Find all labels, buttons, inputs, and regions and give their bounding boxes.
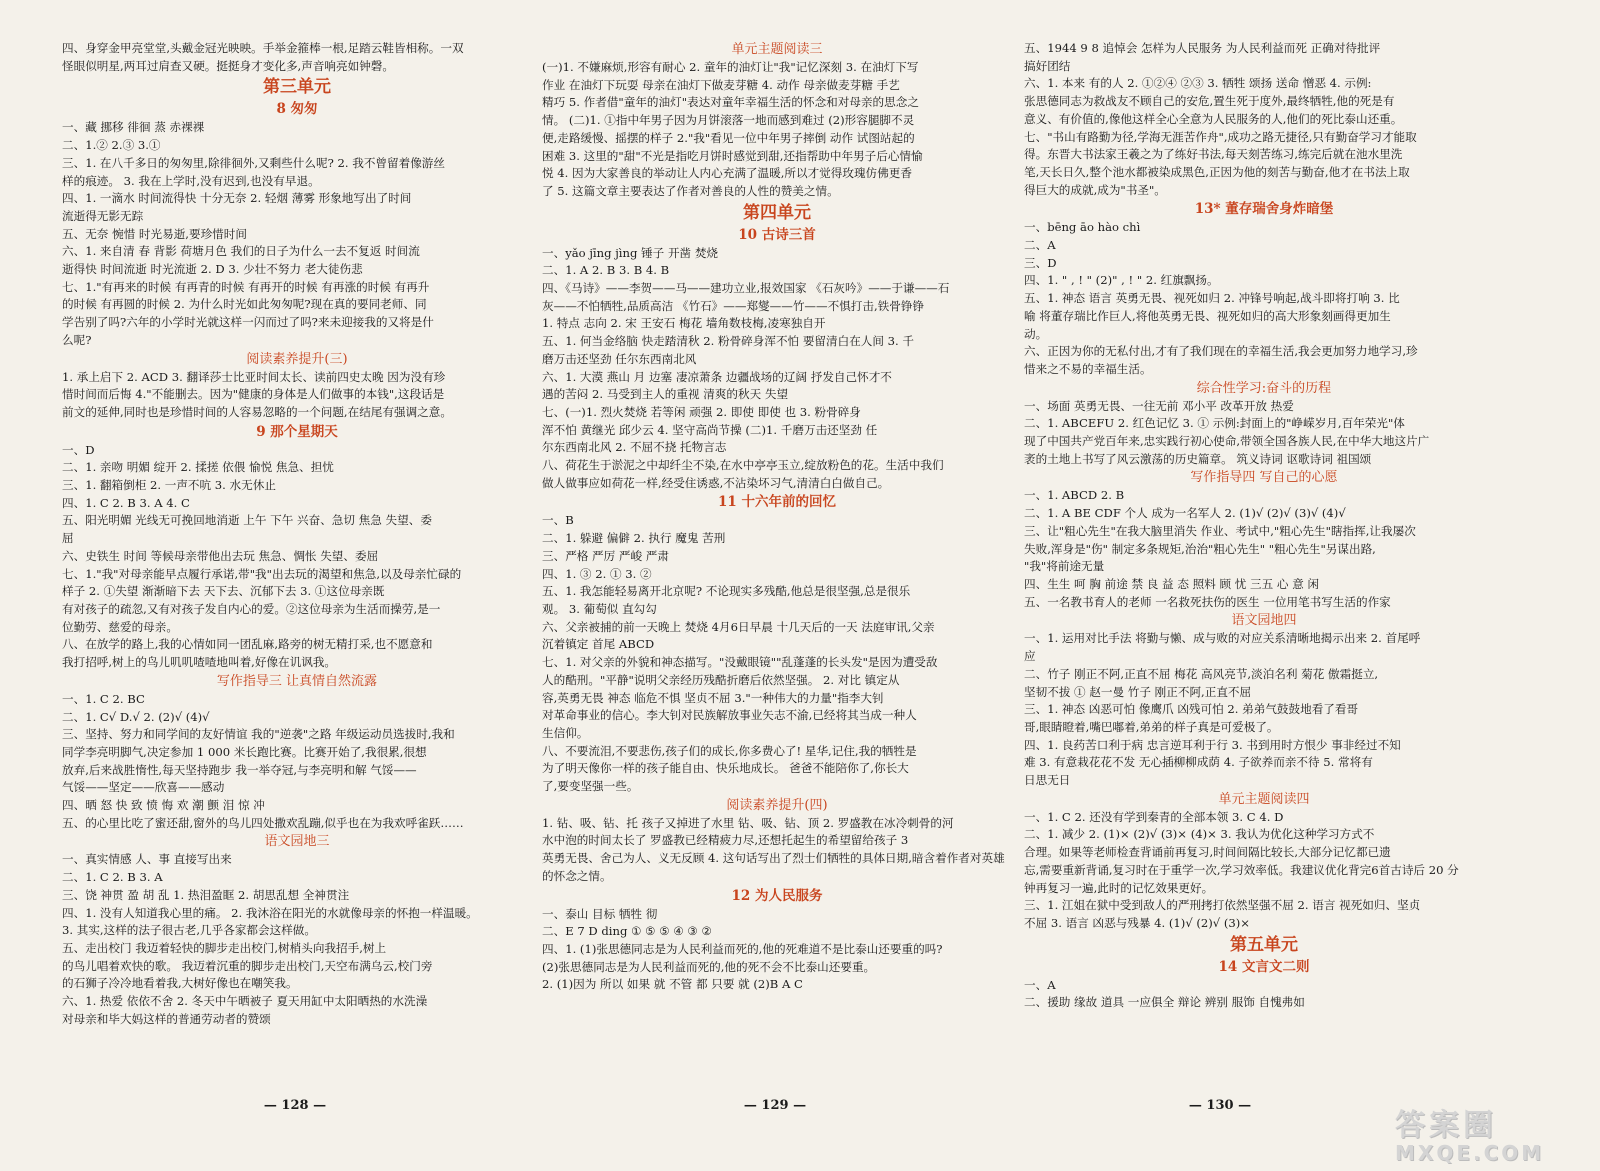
answer-line: 浑不怕 黄继光 邱少云 4. 坚守高尚节操 (二)1. 千磨万击还坚劲 任 xyxy=(542,422,878,437)
unit-heading: 第三单元 xyxy=(263,77,331,98)
answer-line: 动。 xyxy=(1024,326,1048,341)
answer-line: 坚韧不拔 ① 赵一曼 竹子 刚正不阿,正直不屈 xyxy=(1024,684,1252,699)
answer-line: 灰——不怕牺牲,品质高洁 《竹石》——郑燮——竹——不惧打击,铁骨铮铮 xyxy=(542,298,925,313)
answer-line: 气馁——坚定——欣喜——感动 xyxy=(62,780,225,795)
answer-line: 四、1. 一滴水 时间流得快 十分无奈 2. 轻烟 薄雾 形象地写出了时间 xyxy=(62,191,412,206)
section-heading: 单元主题阅读四 xyxy=(1218,791,1310,807)
answer-line: 二、1. 减少 2. (1)× (2)√ (3)× (4)× 3. 我认为优化这种学习方式不 xyxy=(1024,827,1375,842)
answer-line: 样子 2. ①失望 渐渐暗下去 天下去、沉郁下去 3. ①这位母亲既 xyxy=(62,584,385,599)
answer-line: 二、1. C√ D.√ 2. (2)√ (4)√ xyxy=(62,709,210,724)
answer-line: 五、1. 神态 语言 英勇无畏、视死如归 2. 冲锋号响起,战斗即将打响 3. 比 xyxy=(1024,291,1400,306)
answer-line: 我打招呼,树上的鸟儿叽叽喳喳地叫着,好像在讥讽我。 xyxy=(62,655,337,670)
answer-line: 1. 特点 志向 2. 宋 王安石 梅花 墙角数枝梅,凌寒独自开 xyxy=(542,316,826,331)
page-128-column xyxy=(62,40,532,1110)
answer-line: 二、竹子 刚正不阿,正直不屈 梅花 高风亮节,淡泊名利 菊花 傲霜挺立, xyxy=(1024,666,1379,681)
answer-line: 笔,天长日久,整个池水都被染成黑色,正因为他的刻苦与勤奋,他才在书法上取 xyxy=(1024,164,1410,179)
page-129-column xyxy=(542,40,1012,1110)
answer-line: 六、1. 热爱 依依不舍 2. 冬天中午晒被子 夏天用缸中太阳晒热的水洗澡 xyxy=(62,994,428,1009)
answer-line: 五、阳光明媚 光线无可挽回地消逝 上午 下午 兴奋、急切 焦急 失望、委 xyxy=(62,513,432,528)
answer-line: 难 3. 有意栽花花不发 无心插柳柳成荫 4. 子欲养而亲不待 5. 常将有 xyxy=(1024,755,1373,770)
section-heading: 写作指导四 写自己的心愿 xyxy=(1190,470,1338,486)
answer-line: 二、1. C 2. B 3. A xyxy=(62,870,163,885)
answer-line: 得巨大的成就,成为"书圣"。 xyxy=(1024,182,1166,197)
answer-line: 四、生生 呵 胸 前途 禁 良 益 态 照料 顾 忧 三五 心 意 闲 xyxy=(1024,576,1320,591)
answer-line: 三、1. 江姐在狱中受到敌人的严刑拷打依然坚强不屈 2. 语言 视死如归、坚贞 xyxy=(1024,898,1421,913)
answer-line: 合理。如果等老师检查背诵前再复习,时间间隔比较长,大部分记忆都已遗 xyxy=(1024,845,1391,860)
answer-line: 四、1. (1)张思德同志是为人民利益而死的,他的死难道不是比泰山还要重的吗? xyxy=(542,941,943,956)
answer-line: 3. 其实,这样的法子很古老,几乎各家都会这样做。 xyxy=(62,923,316,938)
answer-line: 六、1. 本来 有的人 2. ①②④ ②③ 3. 牺牲 颂扬 送命 憎恶 4. 示例: xyxy=(1024,76,1372,91)
answer-line: 四、《马诗》——李贺——马——建功立业,报效国家 《石灰吟》——于谦——石 xyxy=(542,281,950,296)
watermark-main-text: 答案圈 xyxy=(1395,1108,1497,1143)
answer-line: 一、bēng āo hào chì xyxy=(1024,220,1141,235)
answer-line: 一、1. C 2. BC xyxy=(62,691,145,706)
answer-line: 做人做事应如荷花一样,经受住诱惑,不沾染坏习气,清清白白做自己。 xyxy=(542,475,890,490)
answer-line: 三、坚持、努力和同学间的友好情谊 我的"逆袭"之路 年级运动员选拔时,我和 xyxy=(62,727,455,742)
answer-line: 2. (1)因为 所以 如果 就 不管 都 只要 就 (2)B A C xyxy=(542,977,803,992)
answer-line: 四、1. " , ! " (2)" , ! " 2. 红旗飘扬。 xyxy=(1024,273,1219,288)
answer-line: 对革命事业的信心。李大钊对民族解放事业矢志不渝,已经将其当成一种人 xyxy=(542,708,917,723)
lesson-heading: 12 为人民服务 xyxy=(731,887,823,904)
answer-line: 一、1. C 2. 还没有学到秦青的全部本领 3. C 4. D xyxy=(1024,809,1284,824)
answer-line: 位勤劳、慈爱的母亲。 xyxy=(62,619,178,634)
answer-line: 六、正因为你的无私付出,才有了我们现在的幸福生活,我会更加努力地学习,珍 xyxy=(1024,344,1418,359)
answer-line: 三、严格 严厉 严峻 严肃 xyxy=(542,548,669,563)
answer-line: 袤的土地上书写了风云激荡的历史篇章。 筑义诗词 讴歌诗词 祖国颂 xyxy=(1024,451,1372,466)
page-number-128: — 128 — xyxy=(263,1098,327,1113)
answer-line: 八、在放学的路上,我的心情如同一团乱麻,路旁的树无精打采,也不愿意和 xyxy=(62,637,433,652)
answer-line: 六、父亲被捕的前一天晚上 焚烧 4月6日早晨 十几天后的一天 法庭审讯,父亲 xyxy=(542,619,935,634)
answer-line: 五、1944 9 8 追悼会 怎样为人民服务 为人民利益而死 正确对待批评 xyxy=(1024,41,1381,55)
answer-line: 七、1."我"对母亲能早点履行承诺,带"我"出去玩的渴望和焦急,以及母亲忙碌的 xyxy=(62,566,462,581)
answer-line: 困难 3. 这里的"甜"不光是指吃月饼时感觉到甜,还指帮助中年男子后心情愉 xyxy=(542,148,923,163)
lesson-heading: 10 古诗三首 xyxy=(738,226,816,243)
answer-line: 二、E 7 D ding ① ⑤ ⑤ ④ ③ ② xyxy=(542,924,712,939)
answer-line: 观。 3. 葡萄似 直勾勾 xyxy=(542,601,657,616)
watermark-url-text: MXQE.COM xyxy=(1395,1141,1545,1165)
answer-line: 四、1. ③ 2. ① 3. ② xyxy=(542,566,652,581)
answer-line: 二、1. 躲避 偏僻 2. 执行 魔鬼 苦刑 xyxy=(542,531,726,546)
answer-line: 四、1. 没有人知道我心里的痛。 2. 我沐浴在阳光的水就像母亲的怀抱一样温暖。 xyxy=(62,905,478,920)
unit-heading: 第四单元 xyxy=(743,202,811,223)
answer-line: 钟再复习一遍,此时的记忆效果更好。 xyxy=(1024,880,1214,895)
answer-line: 五、的心里比吃了蜜还甜,窗外的鸟儿四处撒欢乱蹦,似乎也在为我欢呼雀跃…… xyxy=(62,815,464,830)
answer-line: 精巧 5. 作者借"童年的油灯"表达对童年幸福生活的怀念和对母亲的思念之 xyxy=(542,95,919,110)
answer-line: 一、1. 运用对比手法 将勤与懒、成与败的对应关系清晰地揭示出来 2. 首尾呼 xyxy=(1024,631,1421,646)
answer-line: 二、援助 缘故 道具 一应俱全 辩论 辨别 服饰 自愧弗如 xyxy=(1024,995,1305,1010)
answer-line: 二、A xyxy=(1024,238,1056,253)
answer-line: 七、"书山有路勤为径,学海无涯苦作舟",成功之路无捷径,只有勤奋学习才能取 xyxy=(1024,129,1417,144)
answer-line: 一、D xyxy=(62,442,95,457)
page-130-column xyxy=(1024,40,1504,1110)
lesson-heading: 9 那个星期天 xyxy=(256,423,338,440)
answer-line: "我"将前途无量 xyxy=(1024,559,1105,574)
answer-line: 二、1. ABCEFU 2. 红色记忆 3. ① 示例:封面上的"峥嵘岁月,百年荣光"体 xyxy=(1024,416,1405,431)
answer-line: 三、1. 神态 凶恶可怕 像鹰爪 凶残可怕 2. 弟弟气鼓鼓地看了看哥 xyxy=(1024,702,1359,717)
answer-line: 惜时间而后悔 4."不能删去。因为"健康的身体是人们做事的本钱",这段话是 xyxy=(62,387,445,402)
answer-line: (2)张思德同志是为人民利益而死的,他的死不会不比泰山还要重。 xyxy=(542,959,876,974)
section-heading: 阅读素养提升(三) xyxy=(246,351,348,367)
answer-line: 七、(一)1. 烈火焚烧 若等闲 顽强 2. 即使 即使 也 3. 粉骨碎身 xyxy=(542,404,861,419)
answer-line: 同学李亮明脚气,决定参加 1 000 米长跑比赛。比赛开始了,我很累,很想 xyxy=(62,744,427,759)
answer-line: 七、1. 对父亲的外貌和神态描写。"没戴眼镜""乱蓬蓬的长头发"是因为遭受敌 xyxy=(542,655,938,670)
answer-line: 张思德同志为救战友不顾自己的安危,置生死于度外,最终牺牲,他的死是有 xyxy=(1024,94,1395,109)
answer-line: 六、1. 来自清 春 背影 荷塘月色 我们的日子为什么一去不复返 时间流 xyxy=(62,244,420,259)
answer-line: 了,要变坚强一些。 xyxy=(542,779,639,794)
answer-line: 忘,需要重新背诵,复习时在于重学一次,学习效率低。我建议优化背完6首古诗后 20 分 xyxy=(1024,862,1459,877)
answer-line: 对母亲和毕大妈这样的普通劳动者的赞颂 xyxy=(62,1011,271,1026)
answer-line: 失败,浑身是"伤" 制定多条规矩,治治"粗心先生" "粗心先生"另谋出路, xyxy=(1024,541,1376,556)
answer-line: 为了明天像你一样的孩子能自由、快乐地成长。 爸爸不能陪你了,你长大 xyxy=(542,761,909,776)
answer-line: 水中泡的时间太长了 罗盛教已经精疲力尽,还想托起生的希望留给孩子 3 xyxy=(542,833,909,848)
section-heading: 写作指导三 让真情自然流露 xyxy=(216,673,378,689)
answer-line: 五、1. 我怎能轻易离开北京呢? 不论现实多残酷,他总是很坚强,总是很乐 xyxy=(542,584,911,599)
answer-line: 英勇无畏、舍己为人、义无反顾 4. 这句话写出了烈士们牺牲的具体日期,暗含着作者对英雄 xyxy=(542,851,1005,866)
answer-line: 情。 (二)1. ①指中年男子因为月饼滚落一地而感到难过 (2)形容腿脚不灵 xyxy=(542,113,915,128)
answer-line: 七、1."有再来的时候 有再青的时候 有再开的时候 有再涨的时候 有再升 xyxy=(62,279,430,294)
answer-line: 生信仰。 xyxy=(542,725,589,740)
answer-line: 六、1. 大漠 燕山 月 边塞 凄凉萧条 边疆战场的辽阔 抒发自己怀才不 xyxy=(542,369,892,384)
section-heading: 综合性学习:奋斗的历程 xyxy=(1196,380,1332,396)
answer-line: 1. 钻、吸、钻、托 孩子又掉进了水里 钻、吸、钻、顶 2. 罗盛教在冰冷刺骨的河 xyxy=(542,815,954,830)
answer-line: 屈 xyxy=(62,531,74,546)
answer-line: 意义、有价值的,像他这样全心全意为人民服务的人,他们的死比泰山还重。 xyxy=(1024,111,1403,126)
lesson-heading: 13* 董存瑞舍身炸暗堡 xyxy=(1194,201,1334,218)
answer-line: 一、yǎo jīng jìng 锤子 开凿 焚烧 xyxy=(542,245,719,260)
section-heading: 语文园地三 xyxy=(264,834,330,850)
answer-line: 三、1. 翻箱倒柜 2. 一声不吭 3. 水无休止 xyxy=(62,478,276,493)
answer-line: 便,走路缓慢、摇摆的样子 2."我"看见一位中年男子摔倒 动作 试图站起的 xyxy=(542,130,915,145)
answer-line: 遇的苦闷 2. 马受到主人的重视 清爽的秋天 失望 xyxy=(542,387,789,402)
answer-line: 悦 4. 因为大家善良的举动让人内心充满了温暖,所以才觉得玫瑰仿佛更香 xyxy=(542,166,912,181)
answer-line: 得。东晋大书法家王羲之为了练好书法,每天刻苦练习,练完后就在池水里洗 xyxy=(1024,147,1403,162)
answer-line: 不屈 3. 语言 凶恶与残暴 4. (1)√ (2)√ (3)× xyxy=(1024,915,1251,930)
answer-line: 有对孩子的疏忽,又有对孩子发自内心的爱。②这位母亲为生活而操劳,是一 xyxy=(62,601,441,616)
answer-line: 么呢? xyxy=(62,332,92,347)
answer-line: 二、1. A BE CDF 个人 成为一名军人 2. (1)√ (2)√ (3)√ (4)√ xyxy=(1024,506,1346,521)
answer-line: 的怀念之情。 xyxy=(542,868,612,883)
answer-line: 四、1. C 2. B 3. A 4. C xyxy=(62,495,190,510)
answer-line: 八、荷花生于淤泥之中却纤尘不染,在水中亭亭玉立,绽放粉色的花。生活中我们 xyxy=(542,458,944,473)
answer-line: 五、无奈 惋惜 时光易逝,要珍惜时间 xyxy=(62,226,247,241)
answer-line: 四、身穿金甲亮堂堂,头戴金冠光映映。手举金箍棒一根,足踏云鞋皆相称。一双 xyxy=(62,41,464,55)
answer-line: 怪眼似明星,两耳过肩查又硬。挺挺身才变化多,声音响亮如钟磬。 xyxy=(62,58,394,73)
answer-line: 一、藏 挪移 徘徊 蒸 赤裸裸 xyxy=(62,120,205,135)
page-number-129: — 129 — xyxy=(743,1098,807,1113)
answer-line: 了 5. 这篇文章主要表达了作者对善良的人性的赞美之情。 xyxy=(542,183,839,198)
answer-line: 一、1. ABCD 2. B xyxy=(1024,488,1125,503)
answer-line: 五、走出校门 我迈着轻快的脚步走出校门,树梢头向我招手,树上 xyxy=(62,940,387,955)
answer-line: 的鸟儿唱着欢快的歌。 我迈着沉重的脚步走出校门,天空布满乌云,校门旁 xyxy=(62,958,433,973)
answer-line: 容,英勇无畏 神态 临危不惧 坚贞不屈 3."一种伟大的力量"指李大钊 xyxy=(542,690,884,705)
answer-line: 五、一名教书育人的老师 一名救死扶伤的医生 一位用笔书写生活的作家 xyxy=(1024,594,1391,609)
answer-line: 六、史铁生 时间 等候母亲带他出去玩 焦急、惆怅 失望、委屈 xyxy=(62,548,379,563)
answer-line: 人的酷刑。"平静"说明父亲经历残酷折磨后依然坚强。 2. 对比 镇定从 xyxy=(542,672,900,687)
section-heading: 语文园地四 xyxy=(1231,613,1297,629)
answer-line: 前文的延伸,同时也是珍惜时间的人容易忽略的一个问题,在结尾有强调之意。 xyxy=(62,404,452,419)
answer-line: 二、1. A 2. B 3. B 4. B xyxy=(542,263,670,278)
answer-line: 的时候 有再圆的时候 2. 为什么时光如此匆匆呢?现在真的要同老师、同 xyxy=(62,297,427,312)
answer-line: 一、B xyxy=(542,513,574,528)
answer-line: 沉着镇定 首尾 ABCD xyxy=(542,637,655,652)
answer-line: 三、1. 在八千多日的匆匆里,除徘徊外,又剩些什么呢? 2. 我不曾留着像游丝 xyxy=(62,155,445,170)
answer-line: 哥,眼睛瞪着,嘴巴嘟着,弟弟的样子真是可爱极了。 xyxy=(1024,719,1279,734)
answer-line: 三、饶 神贯 盈 胡 乱 1. 热泪盈眶 2. 胡思乱想 全神贯注 xyxy=(62,887,350,902)
answer-line: 搞好团结 xyxy=(1024,58,1071,73)
section-heading: 单元主题阅读三 xyxy=(731,42,823,57)
site-watermark-logo xyxy=(1395,1110,1575,1168)
page-number-130: — 130 — xyxy=(1188,1098,1252,1113)
answer-line: 流逝得无影无踪 xyxy=(62,208,144,223)
answer-line: 作业 在油灯下玩耍 母亲在油灯下做麦芽糖 4. 动作 母亲做麦芽糖 手艺 xyxy=(542,77,900,92)
answer-line: 三、让"粗心先生"在我大脑里消失 作业、考试中,"粗心先生"瞎指挥,让我屡次 xyxy=(1024,523,1416,538)
answer-line: 现了中国共产党百年来,忠实践行初心使命,带领全国各族人民,在中华大地这片广 xyxy=(1024,434,1430,449)
lesson-heading: 11 十六年前的回忆 xyxy=(718,494,836,511)
answer-line: 一、场面 英勇无畏、一往无前 邓小平 改革开放 热爱 xyxy=(1024,398,1294,413)
answer-line: 逝得快 时间流逝 时光流逝 2. D 3. 少壮不努力 老大徒伤悲 xyxy=(62,262,363,277)
answer-line: 的石狮子冷冷地看着我,大树好像也在嘲笑我。 xyxy=(62,976,298,991)
answer-line: 一、真实情感 人、事 直接写出来 xyxy=(62,852,232,867)
answer-line: 五、1. 何当金络脑 快走踏清秋 2. 粉骨碎身浑不怕 要留清白在人间 3. 千 xyxy=(542,334,915,349)
answer-line: 日思无日 xyxy=(1024,773,1071,788)
answer-line: 磨万击还坚劲 任尔东西南北风 xyxy=(542,351,697,366)
lesson-heading: 8 匆匆 xyxy=(276,101,318,118)
answer-line: 二、1.② 2.③ 3.① xyxy=(62,138,161,153)
answer-line: 一、泰山 目标 牺牲 彻 xyxy=(542,906,658,921)
answer-line: 尔东西南北风 2. 不屈不挠 托物言志 xyxy=(542,440,727,455)
answer-line: 八、不要流泪,不要悲伤,孩子们的成长,你多费心了! 星华,记住,我的牺牲是 xyxy=(542,743,917,758)
answer-line: 二、1. 亲吻 明媚 绽开 2. 揉搓 依偎 愉悦 焦急、担忧 xyxy=(62,460,334,475)
answer-line: (一)1. 不嫌麻烦,形容有耐心 2. 童年的油灯让"我"记忆深刻 3. 在油灯下写 xyxy=(542,60,919,74)
unit-heading: 第五单元 xyxy=(1230,934,1298,955)
answer-line: 惜来之不易的幸福生活。 xyxy=(1024,361,1152,376)
answer-line: 放弃,后来战胜惰性,每天坚持跑步 我一举夺冠,与李亮明和解 气馁—— xyxy=(62,762,417,777)
answer-line: 样的痕迹。 3. 我在上学时,没有迟到,也没有早退。 xyxy=(62,173,320,188)
answer-line: 一、A xyxy=(1024,977,1056,992)
lesson-heading: 14 文言文二则 xyxy=(1218,958,1310,975)
answer-line: 应 xyxy=(1024,649,1036,664)
section-heading: 阅读素养提升(四) xyxy=(726,797,828,813)
answer-line: 1. 承上启下 2. ACD 3. 翻译莎士比亚时间太长、读前四史太晚 因为没有珍 xyxy=(62,369,446,384)
answer-line: 喻 将董存瑞比作巨人,将他英勇无畏、视死如归的高大形象刻画得更加生 xyxy=(1024,308,1391,323)
answer-line: 三、D xyxy=(1024,255,1057,270)
answer-line: 学告别了吗?六年的小学时光就这样一闪而过了吗?来未迎接我的又将是什 xyxy=(62,315,434,330)
answer-line: 四、1. 良药苦口利于病 忠言逆耳利于行 3. 书到用时方恨少 事非经过不知 xyxy=(1024,737,1401,752)
answer-line: 四、晒 怒 快 致 愤 悔 欢 潮 颤 泪 惊 冲 xyxy=(62,798,265,813)
